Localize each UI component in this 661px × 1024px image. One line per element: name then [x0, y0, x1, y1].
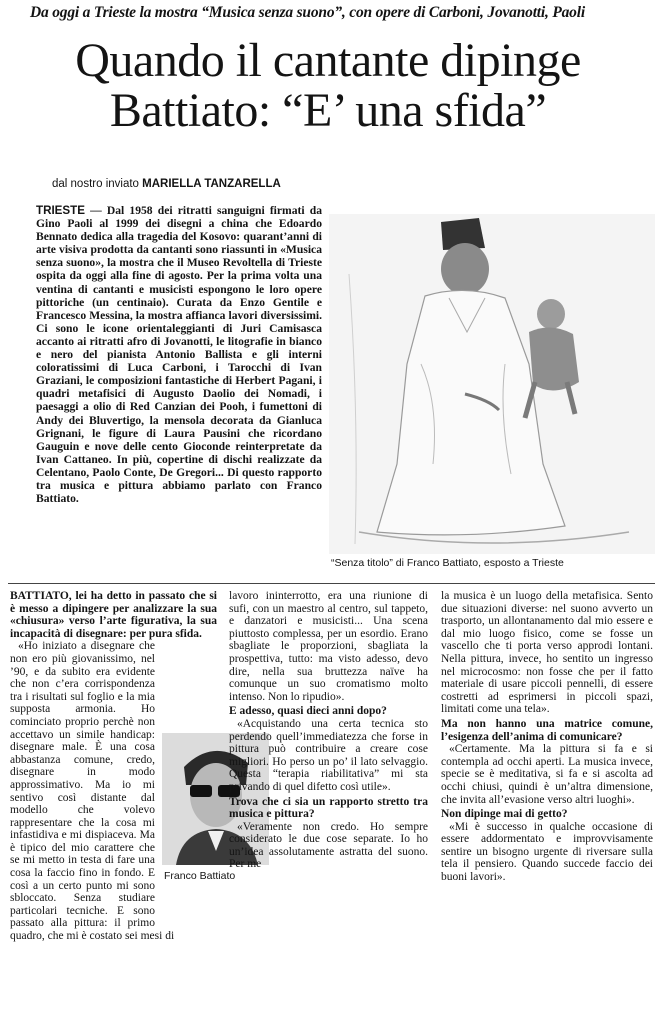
- painting-caption: “Senza titolo” di Franco Battiato, esposto a Trieste: [331, 557, 564, 569]
- dateline-place: TRIESTE: [36, 204, 85, 217]
- question-4: Ma non hanno una matrice comune, l’esigenza dell’anima di comunicare?: [441, 717, 653, 743]
- lead-paragraph: [36, 204, 322, 505]
- interview-column-3: [441, 590, 653, 884]
- answer-1: «Ho iniziato a disegnare che non ero più giovanissimo, nel ’90, e da subito era evidente che non c’era corrispondenza tra i risultati sul foglio e la mia supposta armonia. Ho cominciato proprio perchè non accettavo un simile handicap: disegnare male. È una cosa abbastanza comune, credo, disegnare in modo approssimativo. Ma io mi sentivo così distante dal modello che volevo rappresentare che la cosa mi infastidiva e mi dispiaceva. Ma è tipico del mio carattere che se mi metto in testa di fare una cosa la faccio fino in fondo. E così a un certo punto mi sono sbloccato. Senza studiare particolari tecniche. E sono passato alla pittura: il primo quadro, che mi è costato sei mesi di: [10, 640, 175, 943]
- portrait-caption: Franco Battiato: [164, 870, 236, 882]
- byline: [52, 178, 281, 190]
- byline-author: MARIELLA TANZARELLA: [142, 178, 281, 190]
- answer-3-continued: la musica è un luogo della metafisica. Sento due situazioni diverse: nel suono avverto un trasporto, un allontanamento dal mio essere e dal mio luogo fisico, come se fosse un vascello che ti porta verso approdi lontani. Nella pittura, invece, ho sentito un ingresso nel microcosmo: non fosse che per il fatto materiale di usare piccoli pennelli, di essere costretti ad esprimersi in piccoli spazi, limitati come una tela».: [441, 590, 653, 716]
- headline-line-1: Quando il cantante dipinge: [75, 34, 581, 87]
- divider: [8, 583, 655, 584]
- question-5: Non dipinge mai di getto?: [441, 808, 568, 821]
- answer-3: «Veramente non credo. Ho sempre considerato le due cose separate. Io ho un’idea assolutamente astratta del suono. Per me: [229, 820, 428, 871]
- article-kicker: Da oggi a Trieste la mostra “Musica senza suono”, con opere di Carboni, Jovanotti, Paoli: [30, 4, 585, 21]
- answer-5: «Mi è successo in qualche occasione di essere addormentato e improvvisamente sentire un bisogno urgente di riversare sulla tela il pensiero. Quando succede faccio dei buoni lavori».: [441, 820, 653, 884]
- answer-1-continued: lavoro ininterrotto, era una riunione di sufi, con un maestro al centro, sul tappeto, e danzatori e musicisti... Una scena piuttosto complessa, per un esordio. Erano sbagliate le proporzioni, sbagliata la prospettiva, tutto: ma visto adesso, devo dire, nella sua bruttezza naïve ha comunque un suo cromatismo molto intenso. Non lo ripudio».: [229, 590, 428, 703]
- answer-4: «Certamente. Ma la pittura si fa e si contempla ad occhi aperti. La musica invece, specie se è meditativa, si fa e si ascolta ad occhi chiusi, quindi è un’altra dimensione, che invita all’evasione verso altri luoghi».: [441, 743, 653, 806]
- article-headline: [8, 36, 648, 136]
- answer-2: «Acquistando una certa tecnica sto perdendo quell’immediatezza che forse in pittura può contribuire a creare cose migliori. Ho perso un po’ il lato selvaggio. Questa “terapia riabilitativa” mi sta privando di quel difetto così utile».: [229, 717, 428, 793]
- question-3: Trova che ci sia un rapporto stretto tra musica e pittura?: [229, 795, 428, 821]
- painting-illustration: [329, 214, 655, 554]
- headline-line-2: Battiato: “E’ una sfida”: [109, 84, 547, 137]
- lead-text: — Dal 1958 dei ritratti sanguigni firmati da Gino Paoli al 1999 dei disegni a china che Edoardo Bennato dedica alla tragedia del Kosovo: quarant’anni di arte visiva prodotta da cantanti sono riassunti in «Musica senza suono», la mostra che il Museo Revoltella di Trieste ospita da oggi alla fine di agosto. Per la prima volta una ventina di cantanti e musicisti espongono le loro opere pittoriche (un centinaio). Curata da Enzo Gentile e Francesco Messina, la mostra affianca lavori diversissimi. Ci sono le icone orientaleggianti di Juri Camisasca accanto ai ritratti afro di Jovanotti, le litografie in bianco e nero del pianista Antonio Ballista e gli interni coloratissimi di Luca Carboni, i Tarocchi di Ivan Graziani, le composizioni fantastiche di Herbert Pagani, i quadri metafisici di Augusto Daolio dei Nomadi, i paesaggi a olio di Red Canzian dei Pooh, i fumettoni di Andy dei Bluvertigo, la mensola decorata da Gianluca Grignani, le figure di Laura Pausini che ricordano Gauguin e nove delle cento Gioconde reinterpretate da Ivan Cattaneo. In più, copertine di dischi realizzate da Celentano, Paolo Conte, De Gregori... Di questo rapporto tra musica e pittura abbiamo parlato con Franco Battiato.: [36, 204, 322, 506]
- question-1: BATTIATO, lei ha detto in passato che si è messo a dipingere per analizzare la sua «chiusura» verso l’arte figurativa, la sua incapacità di disegnare: per pura sfida.: [10, 590, 217, 640]
- question-2: E adesso, quasi dieci anni dopo?: [229, 705, 387, 718]
- interview-column-2: [229, 590, 428, 871]
- byline-prefix: dal nostro inviato: [52, 178, 139, 190]
